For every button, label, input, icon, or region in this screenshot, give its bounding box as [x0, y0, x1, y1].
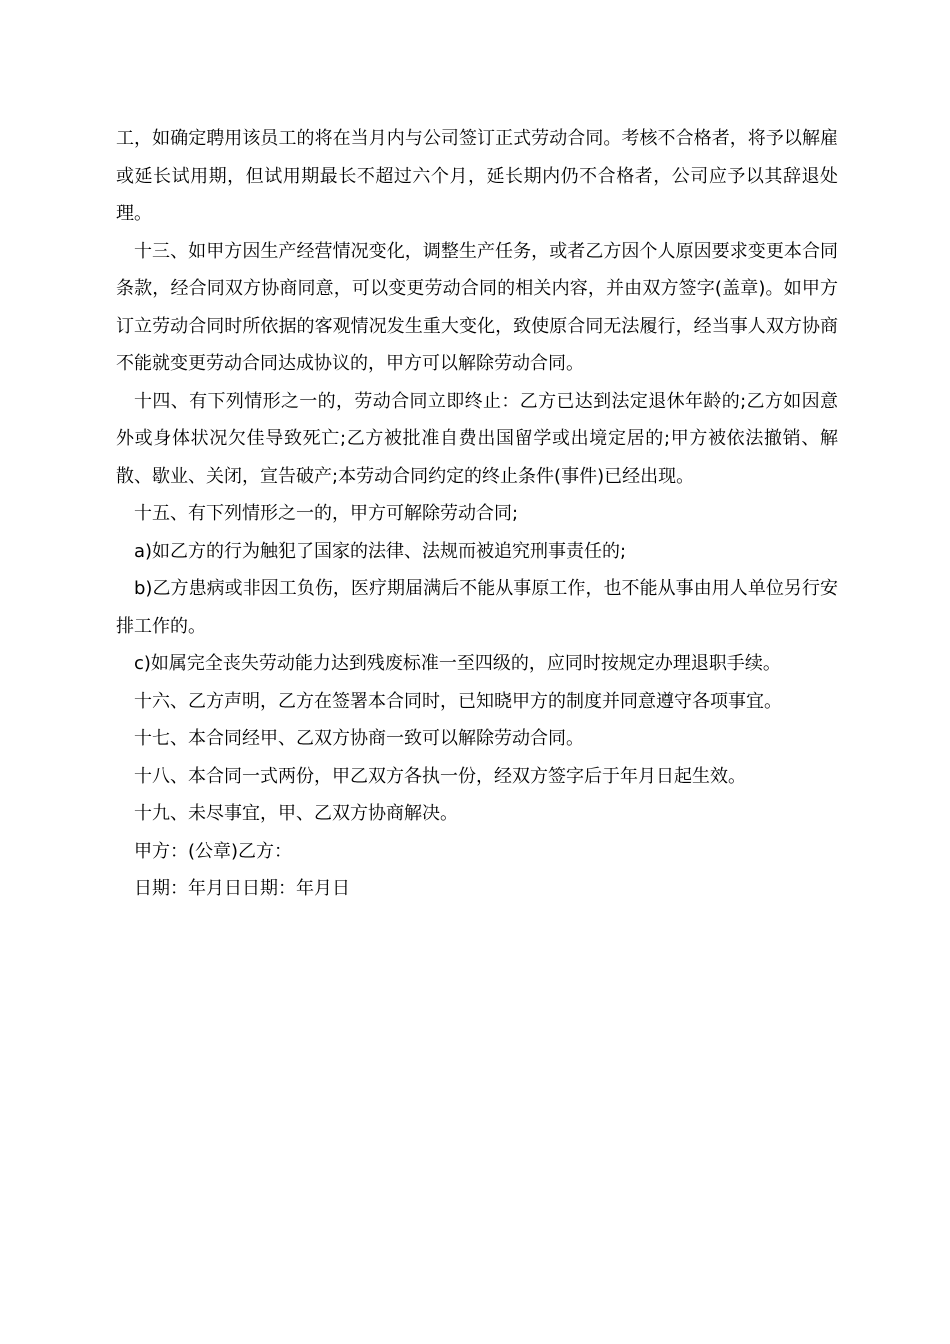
paragraph-signatures: 甲方：(公章)乙方：	[134, 840, 293, 862]
paragraph-clause-15: 十五、有下列情形之一的，甲方可解除劳动合同;	[134, 503, 519, 524]
paragraph-clause-15-b: b)乙方患病或非因工负伤，医疗期届满后不能从事原工作，也不能从事由用人单位另行安排工作的。	[116, 578, 838, 637]
paragraph-clause-14: 十四、有下列情形之一的，劳动合同立即终止：乙方已达到法定退休年龄的;乙方如因意外或身体状况欠佳导致死亡;乙方被批准自费出国留学或出境定居的;甲方被依法撤销、解散、歇业、关闭，宣告破产;本劳动合同约定的终止条件(事件)已经出现。	[116, 390, 838, 487]
paragraph-clause-19: 十九、未尽事宜，甲、乙双方协商解决。	[134, 803, 458, 824]
paragraph-clause-13: 十三、如甲方因生产经营情况变化，调整生产任务，或者乙方因个人原因要求变更本合同条款，经合同双方协商同意，可以变更劳动合同的相关内容，并由双方签字(盖章)。如甲方订立劳动合同时所依据的客观情况发生重大变化，致使原合同无法履行，经当事人双方协商不能就变更劳动合同达成协议的，甲方可以解除劳动合同。	[116, 240, 838, 374]
paragraph-dates: 日期：年月日日期：年月日	[134, 878, 350, 899]
paragraph-clause-16: 十六、乙方声明，乙方在签署本合同时，已知晓甲方的制度并同意遵守各项事宜。	[134, 690, 782, 712]
paragraph-probation-continued: 工，如确定聘用该员工的将在当月内与公司签订正式劳动合同。考核不合格者，将予以解雇或延长试用期，但试用期最长不超过六个月，延长期内仍不合格者，公司应予以其辞退处理。	[116, 128, 838, 224]
paragraph-clause-15-c: c)如属完全丧失劳动能力达到残废标准一至四级的，应同时按规定办理退职手续。	[134, 653, 781, 674]
paragraph-clause-18: 十八、本合同一式两份，甲乙双方各执一份，经双方签字后于年月日起生效。	[134, 765, 746, 787]
document-body	[116, 120, 838, 908]
paragraph-clause-17: 十七、本合同经甲、乙双方协商一致可以解除劳动合同。	[134, 728, 584, 749]
paragraph-clause-15-a: a)如乙方的行为触犯了国家的法律、法规而被追究刑事责任的;	[134, 540, 627, 562]
